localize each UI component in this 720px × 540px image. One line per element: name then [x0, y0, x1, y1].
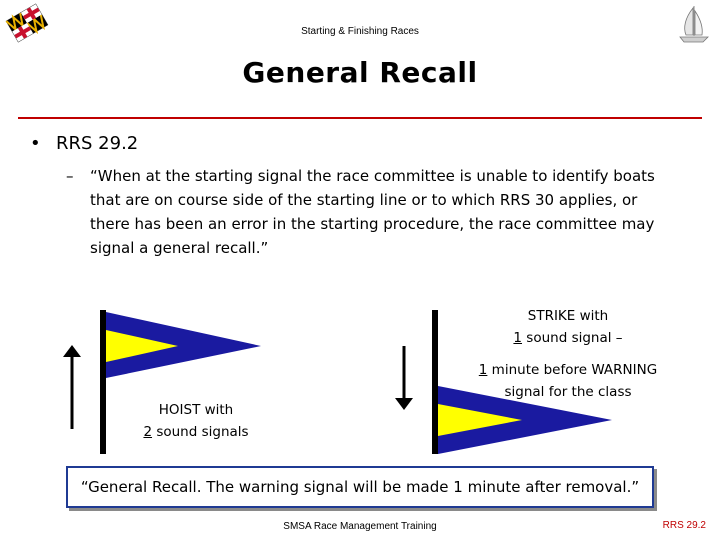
sailboat-logo [672, 2, 716, 46]
rule-quote-text: “When at the starting signal the race committee is unable to identify boats that are on course side of the starting line or to which RRS 30 applies, or there has been an error in the starting procedure, the race committee may signal a general recall.” [90, 167, 655, 257]
hoist-rest: sound signals [152, 424, 249, 440]
page-number: RRS 29.2 [662, 520, 706, 531]
bullet-item [30, 133, 138, 154]
dash-icon: – [66, 167, 74, 185]
footer-text: SMSA Race Management Training [283, 521, 437, 532]
general-recall-box [66, 466, 654, 508]
strike-count: 1 [513, 330, 523, 346]
strike-line4: signal for the class [504, 384, 632, 400]
title-divider [18, 117, 702, 119]
strike-count2: 1 [478, 362, 488, 378]
general-recall-text: “General Recall. The warning signal will be made 1 minute after removal.” [80, 478, 640, 496]
up-arrow-icon [62, 345, 82, 429]
slide-title: General Recall [242, 56, 478, 89]
strike-caption-lower [452, 359, 684, 403]
strike-caption [452, 305, 684, 349]
strike-line3 [452, 359, 684, 381]
hoist-line2 [136, 421, 256, 443]
strike-rest: sound signal – [522, 330, 623, 346]
maryland-flag-logo [4, 2, 50, 44]
strike-rest2: minute before WARNING [487, 362, 658, 378]
rule-quote [66, 164, 666, 260]
hoist-count: 2 [143, 424, 153, 440]
down-arrow-icon [394, 346, 414, 410]
strike-line1: STRIKE with [527, 308, 609, 324]
bullet-label: RRS 29.2 [56, 133, 139, 154]
strike-line2 [452, 327, 684, 349]
header-title: Starting & Finishing Races [301, 26, 419, 37]
bullet-dot-icon: • [30, 133, 41, 154]
hoist-caption [136, 399, 256, 443]
hoist-line1: HOIST with [158, 402, 234, 418]
